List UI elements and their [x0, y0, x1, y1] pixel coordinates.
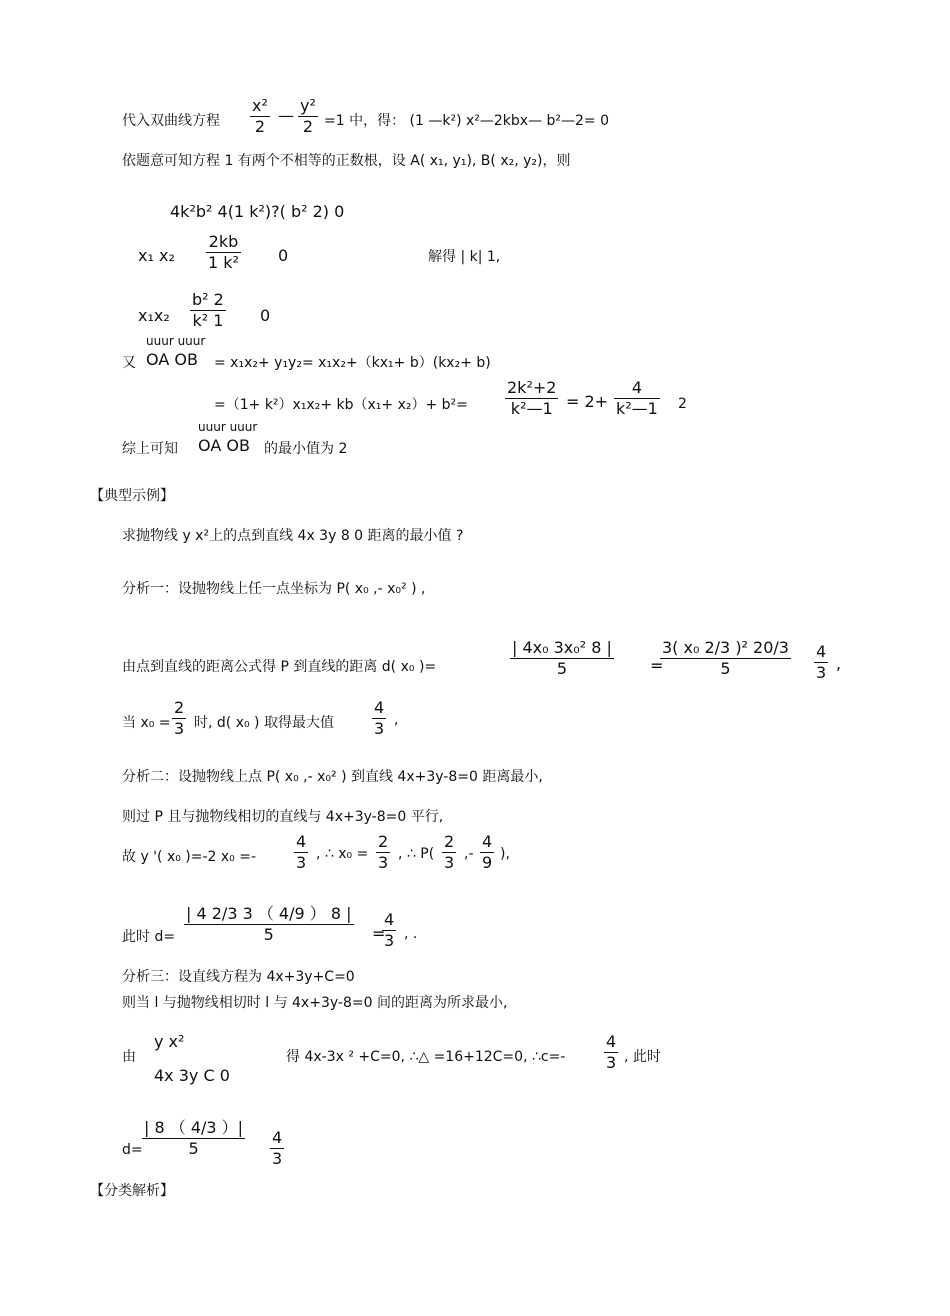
- distance-fraction-1: $\frac{\text{| 4x₀ 3x₀² 8 |}}{5}$: [512, 638, 612, 678]
- hyperbola-substitution-lead: 代入双曲线方程: [122, 113, 220, 129]
- fraction-four-thirds-4: $\frac{4}{3}$: [272, 1128, 283, 1168]
- root-product-zero: 0: [260, 306, 271, 325]
- root-sum-fraction: $\frac{2kb}{\text{1 k²}}$: [208, 232, 239, 272]
- analysis-three-intro: 分析三：设直线方程为 4x+3y+C=0: [122, 969, 355, 985]
- minimum-value-text: 的最小值为 2: [264, 441, 348, 457]
- fraction-four-ninths: $\frac{4}{9}$: [482, 832, 493, 872]
- tangent-line-condition: 则当 l 与抛物线相切时 l 与 4x+3y-8=0 间的距离为所求最小,: [122, 995, 508, 1011]
- fraction-y2-over-2: $\frac{\text{y²}}{2}$: [300, 96, 316, 136]
- comma-minus: ,-: [464, 846, 474, 862]
- roots-condition-text: 依题意可知方程 1 有两个不相等的正数根，设 A( x₁, y₁), B( x₂, y₂)，则: [122, 153, 571, 169]
- oa-ob-dot-product: OA OB: [146, 350, 198, 369]
- fraction-two-thirds: $\frac{2}{3}$: [174, 698, 185, 738]
- fraction-two-thirds-3: $\frac{2}{3}$: [444, 832, 455, 872]
- tangent-parallel-text: 则过 P 且与抛物线相切的直线与 4x+3y-8=0 平行,: [122, 809, 444, 825]
- fraction-two-thirds-2: $\frac{2}{3}$: [378, 832, 389, 872]
- section-heading-typical-example: 【典型示例】: [90, 488, 174, 504]
- distance-then-lead: 此时 d=: [122, 929, 176, 945]
- equals-two-plus: = 2+: [566, 392, 609, 411]
- section-heading-classified-analysis: 【分类解析】: [90, 1183, 174, 1199]
- final-distance-fraction: $\frac{| 8 ( 4/3 )|}{5}$: [144, 1118, 244, 1158]
- system-lead: 由: [122, 1049, 136, 1065]
- system-equation-2: 4x 3y C 0: [154, 1066, 230, 1085]
- analysis-two-intro: 分析二：设抛物线上点 P( x₀ ,- x₀² ) 到直线 4x+3y-8=0 距离最小,: [122, 769, 543, 785]
- problem-statement: 求抛物线 y x²上的点到直线 4x 3y 8 0 距离的最小值 ?: [122, 528, 464, 544]
- root-sum-zero: 0: [278, 246, 289, 265]
- fraction-four-thirds-3: $\frac{4}{3}$: [384, 910, 395, 950]
- distance-point-fraction: $\frac{| 4 2/3 3 ( 4/9 ) 8 |}{5}$: [186, 904, 352, 944]
- comma-2: ,: [394, 712, 399, 728]
- tangency-derivation: 得 4x-3x ² +C=0, ∴△ =16+12C=0, ∴c=-: [286, 1049, 566, 1065]
- fraction-four-thirds-2: $\frac{4}{3}$: [374, 698, 385, 738]
- vector-arrow-marks: uuur uuur: [146, 334, 206, 348]
- dot-product-expansion: = x₁x₂+ y₁y₂= x₁x₂+（kx₁+ b）(kx₂+ b): [214, 355, 491, 371]
- equals-sign: =: [650, 656, 664, 675]
- conclusion-lead: 综上可知: [122, 441, 178, 457]
- extremum-lead: 当 x₀ =: [122, 715, 171, 731]
- final-distance-lead: d=: [122, 1142, 143, 1158]
- fraction-minus-four-thirds: $\frac{4}{3}$: [296, 832, 307, 872]
- fraction-4-over-k2minus1: $\frac{4}{\text{k²—1}}$: [616, 378, 658, 418]
- you-label: 又: [122, 355, 136, 371]
- fraction-2k2plus2: $\frac{\text{2k²+2}}{\text{k²—1}}$: [507, 378, 557, 418]
- minus-sign: —: [278, 106, 294, 125]
- oa-ob-conclusion: OA OB: [198, 436, 250, 455]
- fraction-four-thirds: $\frac{4}{3}$: [816, 642, 827, 682]
- vector-arrow-marks-2: uuur uuur: [198, 420, 258, 434]
- distance-fraction-2: $\frac{\text{3( x₀ 2/3 )² 20/3}}{5}$: [662, 638, 789, 678]
- derivative-lead: 故 y '( x₀ )=-2 x₀ =-: [122, 849, 257, 865]
- fraction-minus-four-thirds-2: $\frac{4}{3}$: [606, 1032, 617, 1072]
- discriminant-inequality: 4k²b² 4(1 k²)?( b² 2) 0: [170, 202, 345, 221]
- trailing-punct: , .: [404, 926, 418, 942]
- root-sum-lhs: x₁ x₂: [138, 246, 175, 265]
- root-product-lhs: x₁x₂: [138, 306, 170, 325]
- bound-two: 2: [678, 396, 687, 412]
- therefore-p: , ∴ P(: [398, 846, 435, 862]
- at-this-time: , 此时: [624, 1049, 661, 1065]
- hyperbola-substitution-result: =1 中，得： (1 —k²) x²—2kbx— b²—2= 0: [324, 113, 610, 129]
- analysis-one-intro: 分析一：设抛物线上任一点坐标为 P( x₀ ,- x₀² ) ,: [122, 581, 426, 597]
- fraction-x2-over-2: $\frac{\text{x²}}{2}$: [252, 96, 268, 136]
- equals-sign-2: =: [372, 924, 386, 943]
- comma: ,: [836, 654, 842, 673]
- close-paren: ),: [500, 846, 510, 862]
- extremum-text: 时, d( x₀ ) 取得最大值: [194, 715, 334, 731]
- root-product-fraction: $\frac{\text{b² 2}}{\text{k² 1}}$: [192, 290, 224, 330]
- distance-formula-lead: 由点到直线的距离公式得 P 到直线的距离 d( x₀ )=: [122, 659, 437, 675]
- system-equation-1: y x²: [154, 1032, 185, 1051]
- dot-product-simplified: =（1+ k²）x₁x₂+ kb（x₁+ x₂）+ b²=: [214, 397, 468, 413]
- therefore-x0: , ∴ x₀ =: [316, 846, 369, 862]
- solve-k-result: 解得 | k| 1,: [428, 249, 501, 265]
